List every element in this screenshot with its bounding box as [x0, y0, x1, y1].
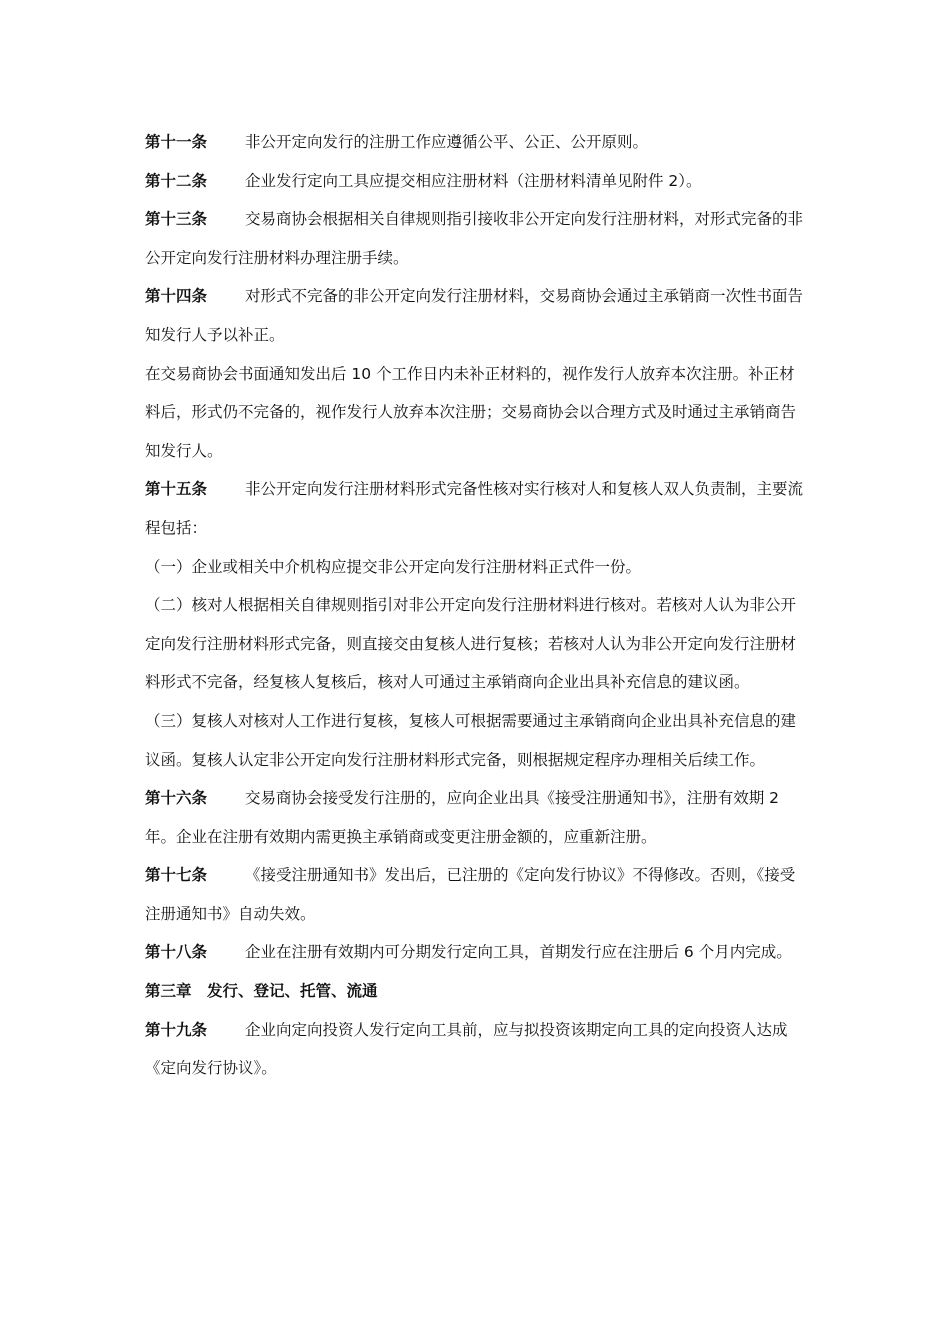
- article-12: [145, 162, 810, 201]
- article-text: 对形式不完备的非公开定向发行注册材料，交易商协会通过主承销商一次性书面告知发行人予以补正。: [145, 287, 804, 344]
- article-text: 企业发行定向工具应提交相应注册材料（注册材料清单见附件 2）。: [245, 171, 702, 190]
- article-text: 交易商协会根据相关自律规则指引接收非公开定向发行注册材料，对形式完备的非公开定向发行注册材料办理注册手续。: [145, 210, 804, 267]
- article-text: 交易商协会接受发行注册的，应向企业出具《接受注册通知书》，注册有效期 2 年。企业在注册有效期内需更换主承销商或变更注册金额的，应重新注册。: [145, 789, 780, 846]
- article-14: [145, 277, 810, 354]
- article-number: 第十九条: [145, 1020, 208, 1039]
- article-17: [145, 856, 810, 933]
- article-number: 第十二条: [145, 171, 208, 190]
- article-text: 《接受注册通知书》发出后，已注册的《定向发行协议》不得修改。否则，《接受注册通知书》自动失效。: [145, 866, 796, 923]
- document-body: [145, 123, 810, 1088]
- article-number: 第十一条: [145, 133, 208, 151]
- list-item-1: （一）企业或相关中介机构应提交非公开定向发行注册材料正式件一份。: [145, 557, 642, 576]
- paragraph-text: 在交易商协会书面通知发出后 10 个工作日内未补正材料的，视作发行人放弃本次注册。补正材料后，形式仍不完备的，视作发行人放弃本次注册；交易商协会以合理方式及时通过主承销商告知发行人。: [145, 364, 797, 460]
- article-text: 企业在注册有效期内可分期发行定向工具，首期发行应在注册后 6 个月内完成。: [245, 943, 792, 962]
- article-text: 非公开定向发行注册材料形式完备性核对实行核对人和复核人双人负责制，主要流程包括：: [145, 480, 804, 537]
- article-16: [145, 779, 810, 856]
- article-number: 第十五条: [145, 480, 208, 499]
- article-text: 非公开定向发行的注册工作应遵循公平、公正、公开原则。: [245, 133, 649, 151]
- chapter-heading: 第三章 发行、登记、托管、流通: [145, 982, 378, 1001]
- article-13: [145, 200, 810, 277]
- article-number: 第十三条: [145, 210, 208, 229]
- list-item-3: （三）复核人对核对人工作进行复核，复核人可根据需要通过主承销商向企业出具补充信息的建议函。复核人认定非公开定向发行注册材料形式完备，则根据规定程序办理相关后续工作。: [145, 711, 797, 769]
- article-text: 企业向定向投资人发行定向工具前，应与拟投资该期定向工具的定向投资人达成《定向发行协议》。: [145, 1020, 788, 1078]
- article-15: [145, 470, 810, 547]
- article-number: 第十七条: [145, 866, 208, 885]
- article-19: [145, 1011, 810, 1088]
- article-number: 第十四条: [145, 287, 208, 306]
- article-18: [145, 933, 810, 972]
- list-item-2: （二）核对人根据相关自律规则指引对非公开定向发行注册材料进行核对。若核对人认为非公开定向发行注册材料形式完备，则直接交由复核人进行复核；若核对人认为非公开定向发行注册材料形式不完备，经复核人复核后，核对人可通过主承销商向企业出具补充信息的建议函。: [145, 596, 797, 692]
- article-number: 第十八条: [145, 943, 208, 962]
- article-number: 第十六条: [145, 789, 208, 808]
- article-11: [145, 123, 810, 162]
